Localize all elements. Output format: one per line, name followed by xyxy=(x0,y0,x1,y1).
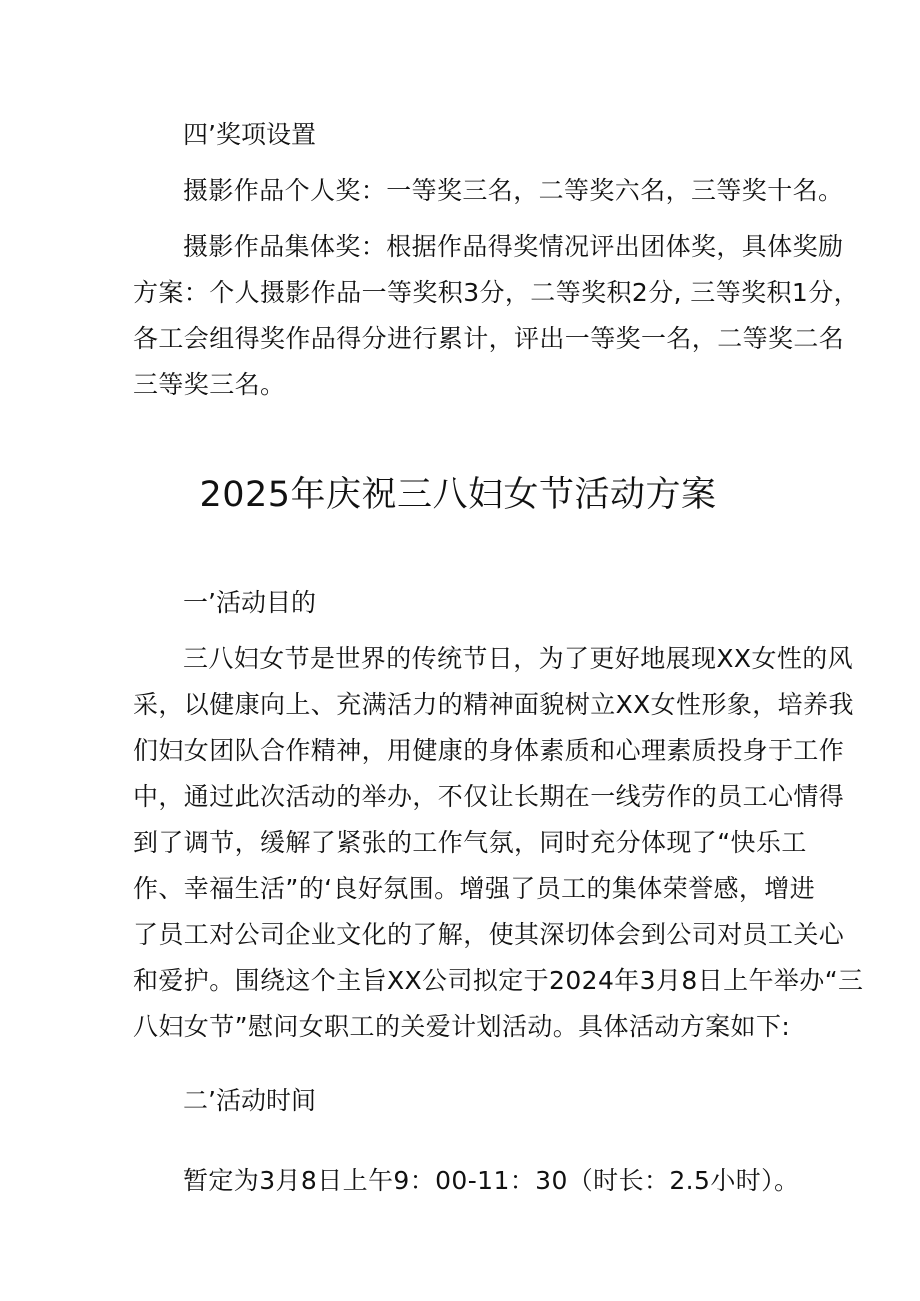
paragraph-line: 摄影作品个人奖：一等奖三名，二等奖六名，三等奖十名。 xyxy=(183,176,844,205)
paragraph-line: 八妇女节”慰问女职工的关爱计划活动。具体活动方案如下: xyxy=(133,1012,791,1041)
paragraph-line: 作、幸福生活”的‘良好氛围。增强了员工的集体荣誉感，增进 xyxy=(133,874,816,903)
paragraph-line: 采，以健康向上、充满活力的精神面貌树立XX女性形象，培养我 xyxy=(133,690,854,719)
paragraph-line: 到了调节，缓解了紧张的工作气氛，同时充分体现了“快乐工 xyxy=(133,828,807,857)
section-heading-awards: 四’奖项设置 xyxy=(183,120,316,149)
section-heading-purpose: 一’活动目的 xyxy=(183,588,316,617)
paragraph-line: 暂定为3月8日上午9：00-11：30（时长：2.5小时）。 xyxy=(183,1166,800,1195)
paragraph-line: 们妇女团队合作精神，用健康的身体素质和心理素质投身于工作 xyxy=(133,736,845,765)
document-body xyxy=(133,112,864,1204)
paragraph-line: 三八妇女节是世界的传统节日，为了更好地展现XX女性的风 xyxy=(183,644,854,673)
document-title: 2025年庆祝三八妇女节活动方案 xyxy=(199,475,717,515)
paragraph-line: 和爱护。围绕这个主旨XX公司拟定于2024年3月8日上午举办“三 xyxy=(133,966,864,995)
paragraph-line: 方案：个人摄影作品一等奖积3分，二等奖积2分, 三等奖积1分， xyxy=(133,278,860,307)
paragraph-line: 三等奖三名。 xyxy=(133,370,286,399)
paragraph-line: 各工会组得奖作品得分进行累计，评出一等奖一名，二等奖二名 xyxy=(133,324,845,353)
paragraph-line: 摄影作品集体奖：根据作品得奖情况评出团体奖，具体奖励 xyxy=(183,232,844,261)
paragraph-line: 了员工对公司企业文化的了解，使其深切体会到公司对员工关心 xyxy=(133,920,845,949)
paragraph-line: 中，通过此次活动的举办，不仅让长期在一线劳作的员工心情得 xyxy=(133,782,845,811)
section-heading-time: 二’活动时间 xyxy=(183,1086,316,1115)
